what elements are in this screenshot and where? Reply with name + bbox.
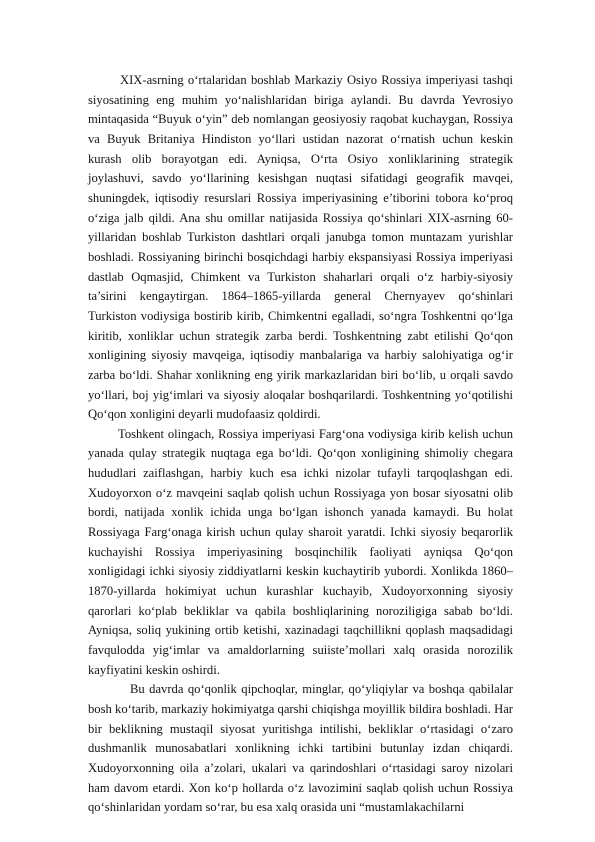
document-page xyxy=(88,71,513,818)
paragraph-3: Bu davrda qo‘qonlik qipchoqlar, minglar, qo‘yliqiylar va boshqa qabilalar bosh ko‘tarib, markaziy hokimiyatga qarshi chiqishga moyillik bildira boshladi. Har bir beklikning mustaqil siyosat yuritishga intilishi, bekliklar o‘rtasidagi o‘zaro dushmanlik munosabatlari xonlikning ichki tartibini butunlay izdan chiqardi. Xudoyorxonning oila a’zolari, ukalari va qarindoshlari o‘rtasidagi saroy nizolari ham davom etardi. Xon ko‘p hollarda o‘z lavozimini saqlab qolish uchun Rossiya qo‘shinlaridan yordam so‘rar, bu esa xalq orasida uni “mustamlakachilarni xyxy=(88,682,513,815)
paragraph-2: Toshkent olingach, Rossiya imperiyasi Farg‘ona vodiysiga kirib kelish uchun yanada qulay strategik nuqtaga ega bo‘ldi. Qo‘qon xonligining shimoliy chegara hududlari zaiflashgan, harbiy kuch esa ichki nizolar tufayli tarqoqlashgan edi. Xudoyorxon o‘z mavqeini saqlab qolish uchun Rossiyaga yon bosar siyosatni olib bordi, natijada xonlik ichida unga bo‘lgan ishonch yanada kamaydi. Bu holat Rossiyaga Farg‘onaga kirish uchun qulay sharoit yaratdi. Ichki siyosiy beqarorlik kuchayishi Rossiya imperiyasining bosqinchilik faoliyati ayniqsa Qo‘qon xonligidagi ichki siyosiy ziddiyatlarni keskin kuchaytirib yubordi. Xonlikda 1860–1870-yillarda hokimiyat uchun kurashlar kuchayib, Xudoyorxonning siyosiy qarorlari ko‘plab bekliklar va qabila boshliqlarining noroziligiga sabab bo‘ldi. Ayniqsa, soliq yukining ortib ketishi, xazinadagi taqchillikni qoplash maqsadidagi favqulodda yig‘imlar va amaldorlarning suiiste’mollari xalq orasida norozilik kayfiyatini keskin oshirdi. xyxy=(88,426,513,677)
paragraph-1: XIX-asrning o‘rtalaridan boshlab Markaziy Osiyo Rossiya imperiyasi tashqi siyosatining eng muhim yo‘nalishlaridan biriga aylandi. Bu davrda Yevrosiyo mintaqasida “Buyuk o‘yin” deb nomlangan geosiyosiy raqobat kuchaygan, Rossiya va Buyuk Britaniya Hindiston yo‘llari ustidan nazorat o‘rnatish uchun keskin kurash olib borayotgan edi. Ayniqsa, O‘rta Osiyo xonliklarining strategik joylashuvi, savdo yo‘llarining kesishgan nuqtasi sifatidagi geografik mavqei, shuningdek, iqtisodiy resurslari Rossiya imperiyasining e’tiborini tobora ko‘proq o‘ziga jalb qildi. Ana shu omillar natijasida Rossiya qo‘shinlari XIX-asrning 60-yillaridan boshlab Turkiston dashtlari orqali janubga tomon muntazam yurishlar boshladi. Rossiyaning birinchi bosqichdagi harbiy ekspansiyasi Rossiya imperiyasi dastlab Oqmasjid, Chimkent va Turkiston shaharlari orqali o‘z harbiy-siyosiy ta’sirini kengaytirgan. 1864–1865-yillarda general Chernyayev qo‘shinlari Turkiston vodiysiga bostirib kirib, Chimkentni egalladi, so‘ngra Toshkentni qo‘lga kiritib, xonliklar uchun strategik zarba berdi. Toshkentning zabt etilishi Qo‘qon xonligining siyosiy mavqeiga, iqtisodiy manbalariga va harbiy salohiyatiga og‘ir zarba bo‘ldi. Shahar xonlikning eng yirik markazlaridan biri bo‘lib, u orqali savdo yo‘llari, boj yig‘imlari va siyosiy aloqalar boshqarilardi. Toshkentning yo‘qotilishi Qo‘qon xonligini deyarli mudofaasiz qoldirdi. xyxy=(88,73,513,422)
